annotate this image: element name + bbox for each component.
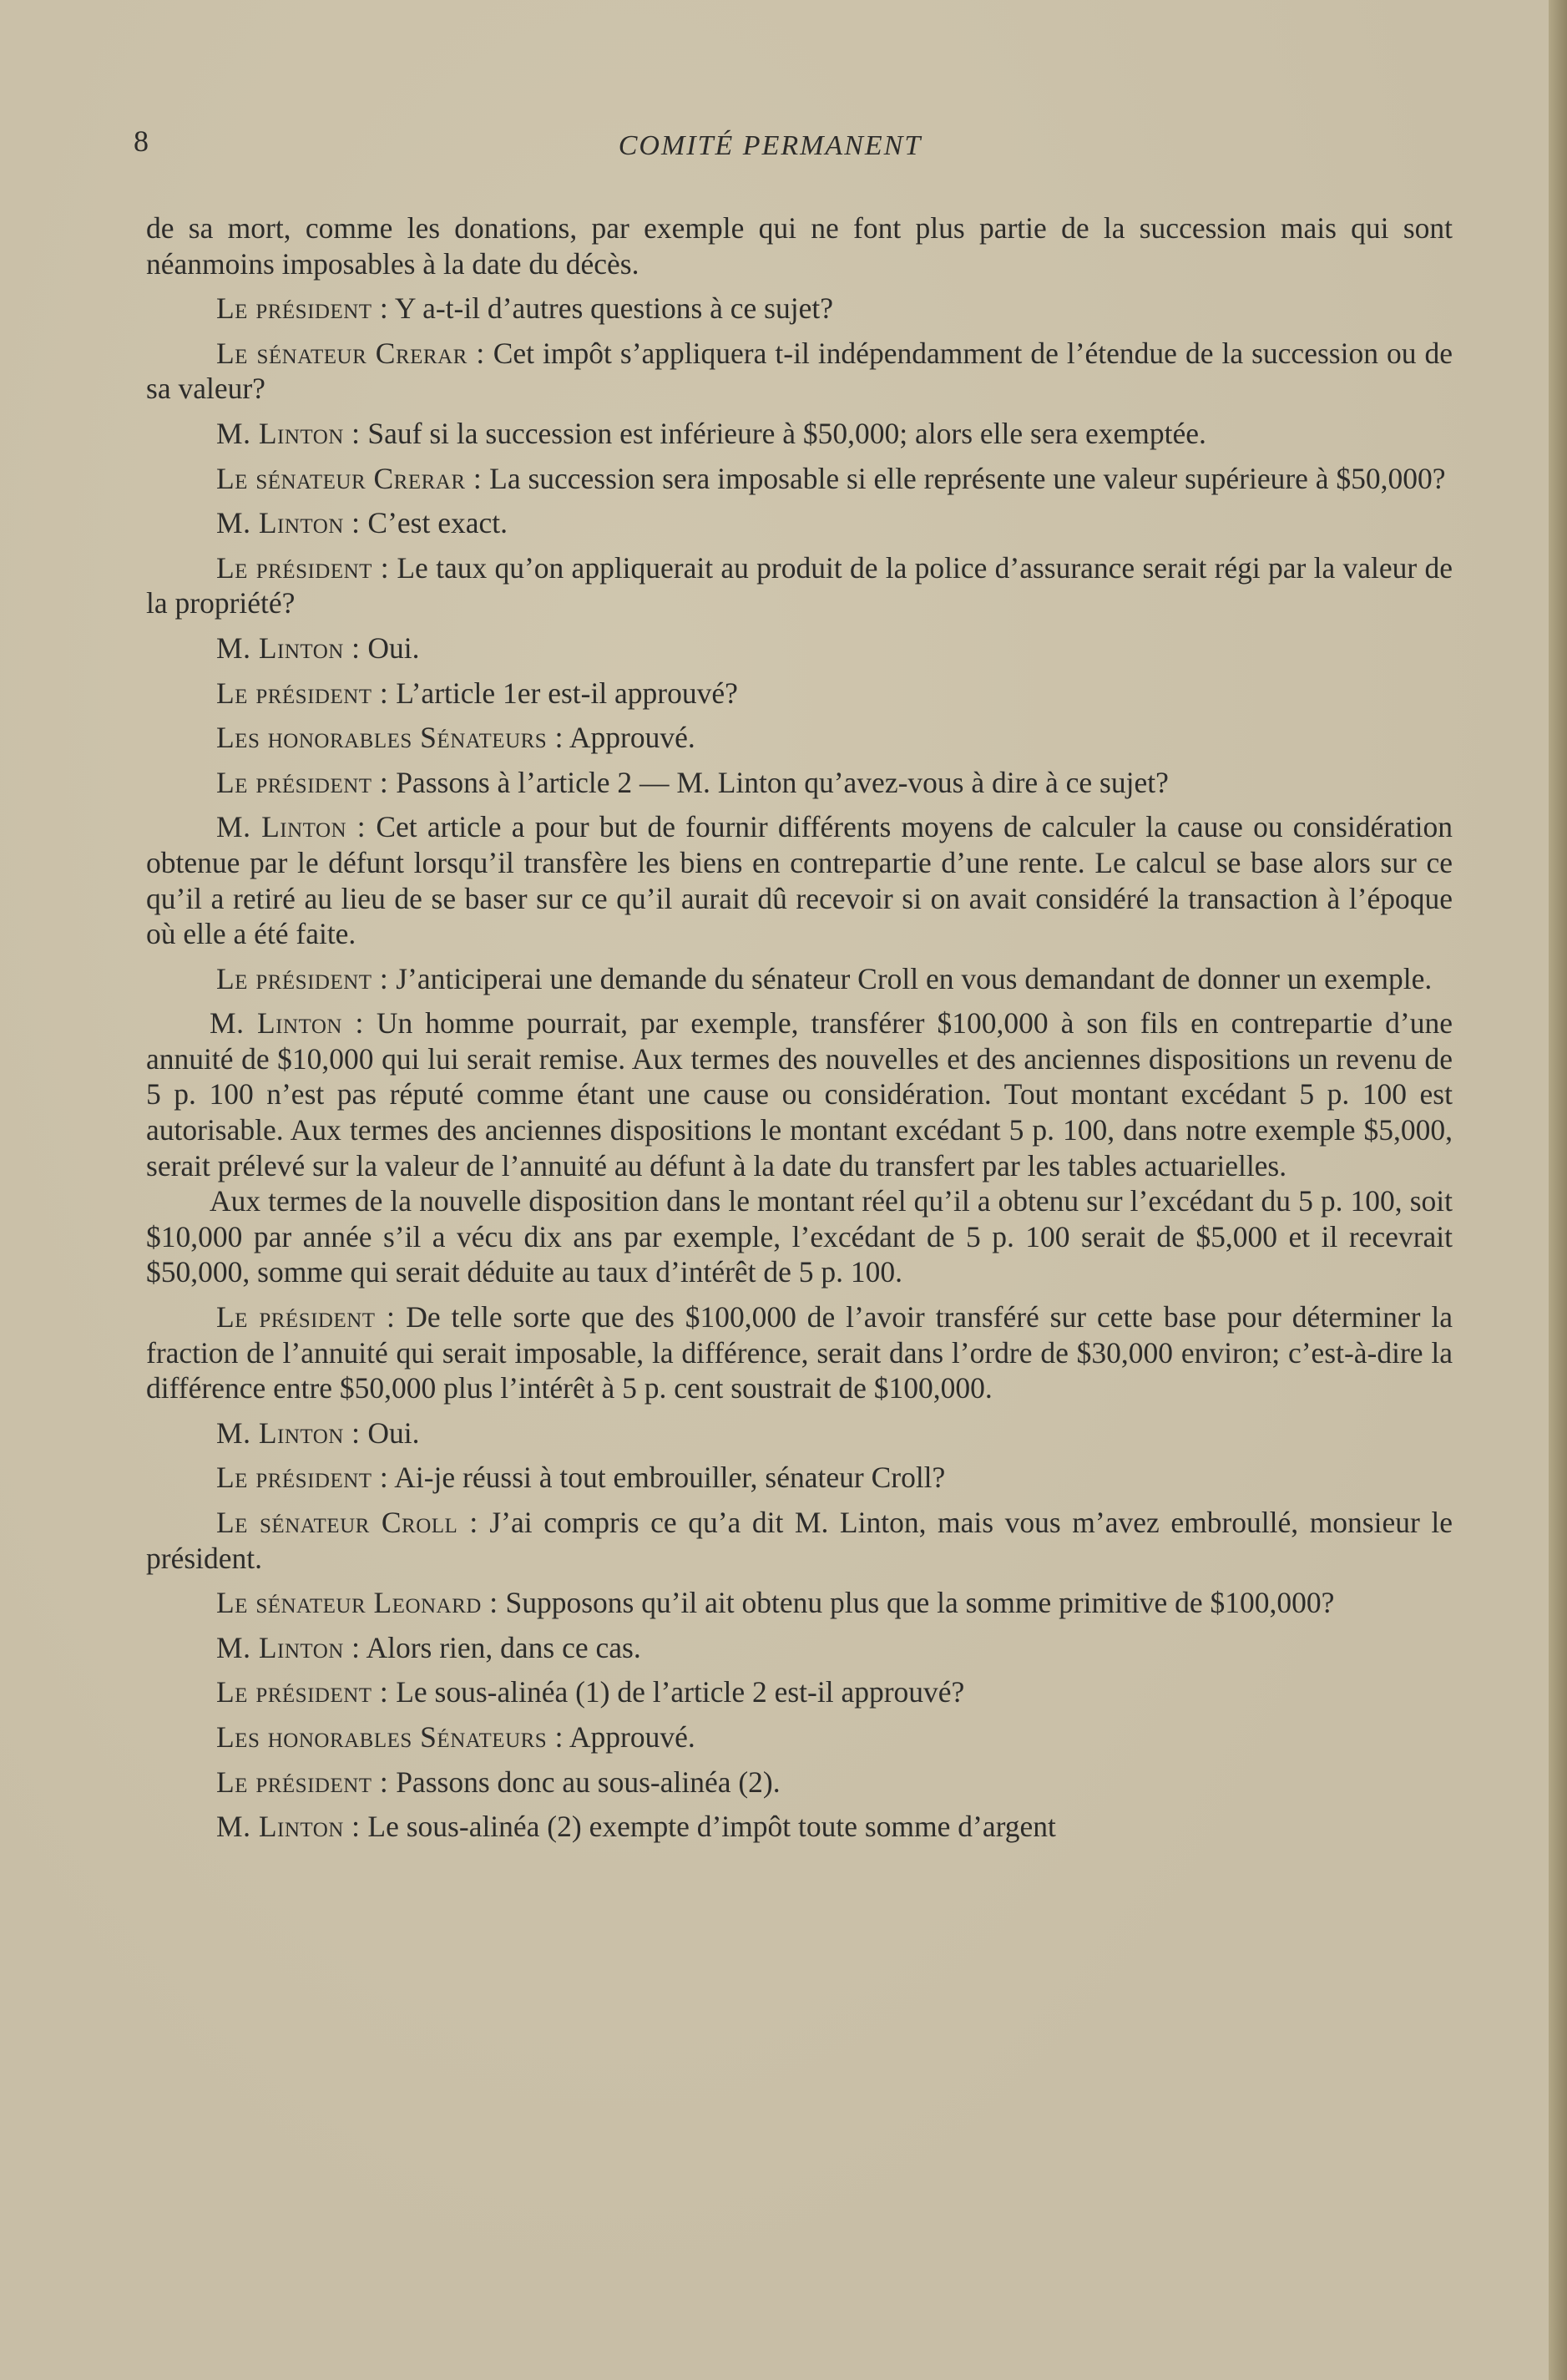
transcript-body: [146, 210, 1453, 1854]
paragraph-text: Ai-je réussi à tout embrouiller, sénateur Croll?: [394, 1461, 946, 1495]
speaker-name: Le sénateur Crerar :: [216, 461, 483, 495]
speaker-name: Le président :: [216, 676, 389, 710]
paragraph-text: Oui.: [367, 630, 420, 665]
speaker-name: Les honorables Sénateurs :: [216, 721, 564, 755]
speaker-name: Le président :: [216, 765, 389, 799]
paragraph-text: Un homme pourrait, par exemple, transférer $100,000 à son fils en contrepartie d’une annuité de $10,000 qui lui serait remise. Aux termes des nouvelles et des anciennes dispositions un revenu de 5 p. 100 n’est pas réputé comme étant une cause ou considération. Tout montant excédant 5 p. 100 est autorisable. Aux termes des anciennes dispositions le montant excédant 5 p. 100, dans notre exemple $5,000, serait prélevé sur la valeur de l’annuité au défunt à la date du transfert par les tables actuarielles.: [146, 1006, 1453, 1182]
paragraph: [146, 1674, 1453, 1710]
speaker-name: Le sénateur Croll :: [216, 1506, 478, 1539]
paragraph-text: Approuvé.: [569, 1719, 695, 1754]
paragraph: [146, 676, 1453, 711]
speaker-name: Le sénateur Crerar :: [216, 336, 485, 370]
paragraph-text: Le sous-alinéa (2) exempte d’impôt toute somme d’argent: [367, 1810, 1056, 1844]
paragraph-text: Sauf si la succession est inférieure à $50,000; alors elle sera exemptée.: [367, 416, 1206, 450]
paragraph: [146, 1505, 1453, 1576]
paragraph: [146, 720, 1453, 756]
paragraph: [146, 416, 1453, 452]
paragraph: [146, 1719, 1453, 1755]
paragraph-text: Le taux qu’on appliquerait au produit de la police d’assurance serait régi par la valeur de la propriété?: [146, 550, 1453, 620]
paragraph-text: La succession sera imposable si elle représente une valeur supérieure à $50,000?: [489, 461, 1446, 495]
running-title: COMITÉ PERMANENT: [618, 130, 923, 161]
paragraph: [146, 1765, 1453, 1800]
paragraph: [146, 1415, 1453, 1451]
speaker-name: M. Linton :: [216, 630, 361, 665]
paragraph-text: Supposons qu’il ait obtenu plus que la somme primitive de $100,000?: [505, 1586, 1335, 1620]
speaker-name: M. Linton :: [216, 1630, 361, 1664]
speaker-name: M. Linton :: [216, 810, 366, 844]
page-header: [134, 124, 1407, 174]
paragraph-text: Cet impôt s’appliquera t-il indépendamment de l’étendue de la succession ou de sa valeur?: [146, 336, 1453, 406]
paragraph-text: Passons donc au sous-alinéa (2).: [396, 1765, 781, 1799]
paragraph-text: De telle sorte que des $100,000 de l’avoir transféré sur cette base pour déterminer la fraction de l’annuité qui serait imposable, la différence, serait dans l’ordre de $30,000 environ; c’est-à-dire la différence entre $50,000 plus l’intérêt à 5 p. cent soustrait de $100,000.: [146, 1300, 1453, 1405]
paragraph: [146, 1005, 1453, 1183]
paragraph: [146, 809, 1453, 951]
paragraph: [146, 630, 1453, 666]
speaker-name: M. Linton :: [216, 1415, 361, 1450]
paragraph: [146, 291, 1453, 327]
paragraph: [146, 210, 1453, 281]
paragraph: [146, 550, 1453, 621]
paragraph-text: Le sous-alinéa (1) de l’article 2 est-il approuvé?: [396, 1675, 965, 1709]
paragraph-text: Cet article a pour but de fournir différents moyens de calculer la cause ou considération obtenue par le défunt lorsqu’il transfère les biens en contrepartie d’une rente. Le calcul se base alors sur ce qu’il a retiré au lieu de se baser sur ce qu’il aurait dû recevoir si on avait considéré la transaction à l’époque où elle a été faite.: [146, 810, 1453, 951]
paragraph-text: J’ai compris ce qu’a dit M. Linton, mais vous m’avez embroullé, monsieur le président.: [146, 1506, 1453, 1575]
paragraph-text: L’article 1er est-il approuvé?: [396, 676, 738, 710]
speaker-name: Le président :: [216, 291, 389, 326]
speaker-name: Le président :: [216, 550, 390, 585]
paragraph-text: de sa mort, comme les donations, par exemple qui ne font plus partie de la succession mais qui sont néanmoins imposables à la date du décès.: [146, 211, 1453, 281]
paragraph-text: Alors rien, dans ce cas.: [366, 1630, 641, 1664]
page-edge: [1549, 0, 1567, 2380]
paragraph: [146, 461, 1453, 497]
speaker-name: Le président :: [216, 1765, 389, 1799]
paragraph-text: Passons à l’article 2 — M. Linton qu’avez-vous à dire à ce sujet?: [396, 765, 1169, 799]
paragraph-text: Approuvé.: [569, 721, 695, 755]
speaker-name: Les honorables Sénateurs :: [216, 1719, 564, 1754]
paragraph: [146, 961, 1453, 997]
paragraph: [146, 336, 1453, 407]
paragraph-text: C’est exact.: [367, 506, 508, 540]
paragraph: [146, 1299, 1453, 1406]
speaker-name: Le président :: [216, 1675, 389, 1709]
paragraph-text: Oui.: [367, 1415, 420, 1450]
speaker-name: M. Linton :: [210, 1006, 364, 1041]
paragraph: [146, 1183, 1453, 1290]
paragraph-text: Y a-t-il d’autres questions à ce sujet?: [394, 291, 833, 326]
speaker-name: M. Linton :: [216, 1810, 361, 1844]
paragraph: [146, 1585, 1453, 1621]
speaker-name: Le président :: [216, 961, 389, 995]
paragraph: [146, 505, 1453, 541]
paragraph: [146, 1630, 1453, 1666]
speaker-name: Le président :: [216, 1300, 396, 1334]
page-number: 8: [134, 124, 149, 158]
speaker-name: Le président :: [216, 1461, 389, 1495]
speaker-name: M. Linton :: [216, 416, 361, 450]
paragraph-text: J’anticiperai une demande du sénateur Croll en vous demandant de donner un exemple.: [396, 961, 1433, 995]
paragraph-text: Aux termes de la nouvelle disposition dans le montant réel qu’il a obtenu sur l’excédant du 5 p. 100, soit $10,000 par année s’il a vécu dix ans par exemple, l’excédant de 5 p. 100 serait de $5,000 et il recevrait $50,000, somme qui serait déduite au taux d’intérêt de 5 p. 100.: [146, 1184, 1453, 1289]
paragraph: [146, 1809, 1453, 1845]
paragraph: [146, 765, 1453, 801]
speaker-name: M. Linton :: [216, 506, 361, 540]
speaker-name: Le sénateur Leonard :: [216, 1586, 498, 1620]
paragraph: [146, 1460, 1453, 1496]
